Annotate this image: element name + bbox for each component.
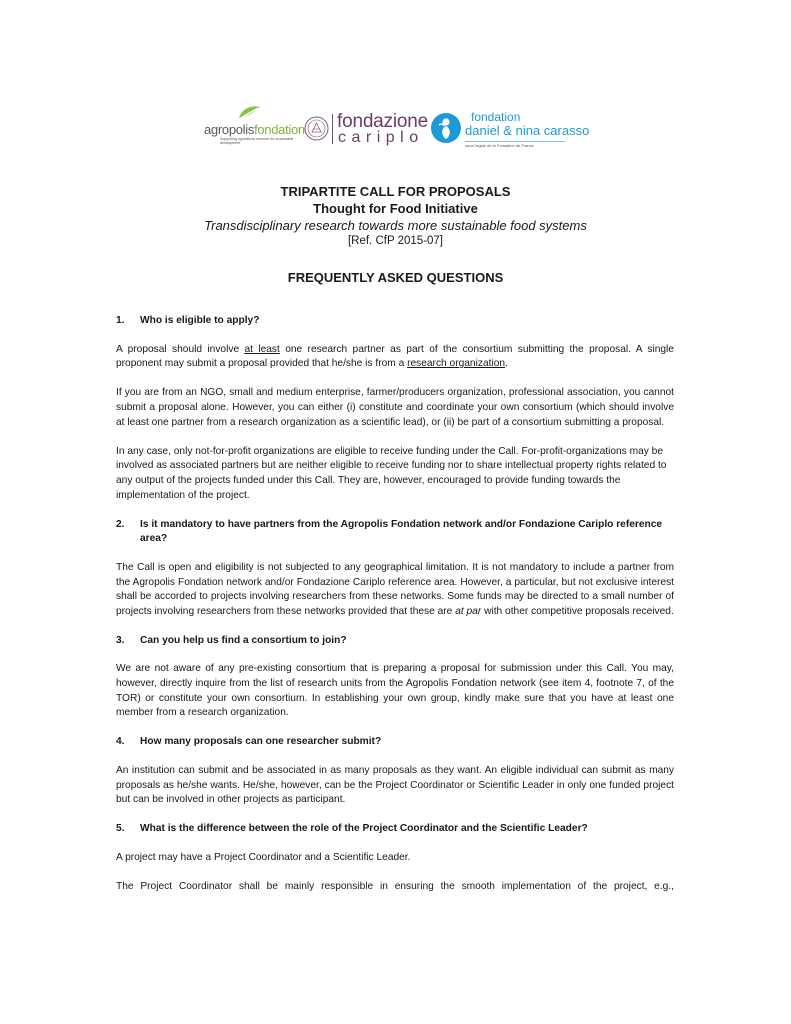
question-text: Is it mandatory to have partners from the Agropolis Fondation network and/or Fondazione Cariplo reference area? <box>140 518 663 545</box>
question-text: How many proposals can one researcher submit? <box>140 736 382 748</box>
question-number: 5. <box>116 823 125 835</box>
call-title: TRIPARTITE CALL FOR PROPOSALS <box>280 184 511 199</box>
cariplo-line2: cariplo <box>338 129 424 146</box>
logo-strip <box>200 104 600 152</box>
question-text: What is the difference between the role of the Project Coordinator and the Scientific Leader? <box>140 823 588 835</box>
faq-question <box>116 822 674 837</box>
faq-question <box>116 634 674 649</box>
faq-answer-paragraph: A project may have a Project Coordinator and a Scientific Leader. <box>116 852 411 863</box>
carasso-line2: daniel & nina carasso <box>465 123 590 138</box>
carasso-line3: sous l'égide de la Fondation de France <box>465 143 534 148</box>
seal-icon <box>304 116 329 141</box>
fondazione-cariplo-logo <box>304 110 428 150</box>
question-number: 1. <box>116 315 125 326</box>
fondation-carasso-logo <box>430 110 600 150</box>
cariplo-divider <box>332 114 333 144</box>
emphasis-underline: at least <box>244 343 280 355</box>
cariplo-line1: fondazione <box>337 111 428 132</box>
faq-question <box>116 735 674 750</box>
faq-answer-paragraph: The Project Coordinator shall be mainly responsible in ensuring the smooth implementation of the project, e.g., <box>116 881 674 893</box>
faq-answer-paragraph: We are not aware of any pre-existing consortium that is preparing a proposal for submission under this Call. You may, however, directly inquire from the list of research units from the Agropolis Fondation network (see item 4, footnote 7, of the TOR) or constitute your own consortium. In establishing your own group, kindly make sure that you have at least one member from a research organization. <box>116 663 674 719</box>
faq-answer-paragraph: A proposal should involve at least one research partner as part of the consortium submitting the proposal. A single proponent may submit a proposal provided that he/she is from a research organization. <box>116 343 674 370</box>
question-number: 4. <box>116 736 125 748</box>
faq-answer-paragraph: In any case, only not-for-profit organizations are eligible to receive funding under the Call. For-profit-organizations may be involved as associated partners but are neither eligible to receive funding nor to share intellectual property rights related to any output of the projects funded under this Call. They are, however, encouraged to provide funding towards the implementation of the project. <box>116 445 667 501</box>
emphasis-italic: at par <box>455 605 482 617</box>
leaf-icon <box>236 104 262 122</box>
figure-icon <box>430 112 462 144</box>
faq-answer-paragraph: An institution can submit and be associated in as many proposals as they want. An eligible individual can submit as many proposals as he/she wants. He/she, however, can be the Project Coordinator or Scientific Leader in only one funded project but can be involved in other projects as participant. <box>116 765 674 806</box>
carasso-line1: fondation <box>471 110 521 124</box>
research-organization-link[interactable]: research organization <box>407 358 506 370</box>
title-block <box>0 184 791 249</box>
faq-body <box>116 314 674 909</box>
question-text: Who is eligible to apply? <box>140 315 260 326</box>
call-tagline: Transdisciplinary research towards more sustainable food systems <box>204 218 587 233</box>
faq-question <box>116 518 674 547</box>
question-number: 3. <box>116 634 125 646</box>
faq-answer-paragraph: The Call is open and eligibility is not subjected to any geographical limitation. It is not mandatory to include a partner from the Agropolis Fondation network and/or Fondazione Cariplo reference area. However, a particular, but not exclusive interest shall be accorded to projects involving researchers from these networks. Some funds may be directed to a small number of projects involving researchers from these networks provided that these are at par with other competitive proposals received. <box>116 561 674 617</box>
faq-question <box>116 314 674 329</box>
question-text: Can you help us find a consortium to join? <box>140 634 347 646</box>
agropolis-wordmark: agropolisfondation <box>204 122 305 137</box>
carasso-rule <box>465 141 565 142</box>
agropolis-fondation-logo <box>200 104 305 148</box>
question-number: 2. <box>116 518 125 530</box>
agropolis-tagline: Supporting agricultural research for sustainable development <box>220 137 294 145</box>
section-title: FREQUENTLY ASKED QUESTIONS <box>287 270 504 285</box>
initiative-subtitle: Thought for Food Initiative <box>313 201 478 216</box>
call-reference: [Ref. CfP 2015-07] <box>347 235 444 247</box>
faq-answer-paragraph: If you are from an NGO, small and medium enterprise, farmer/producers organization, professional association, you cannot submit a proposal alone. However, you can either (i) constitute and coordinate your own consortium (which should involve at least one partner from a research organization as a scientific lead), or (ii) be part of a consortium submitting a proposal. <box>116 387 674 428</box>
